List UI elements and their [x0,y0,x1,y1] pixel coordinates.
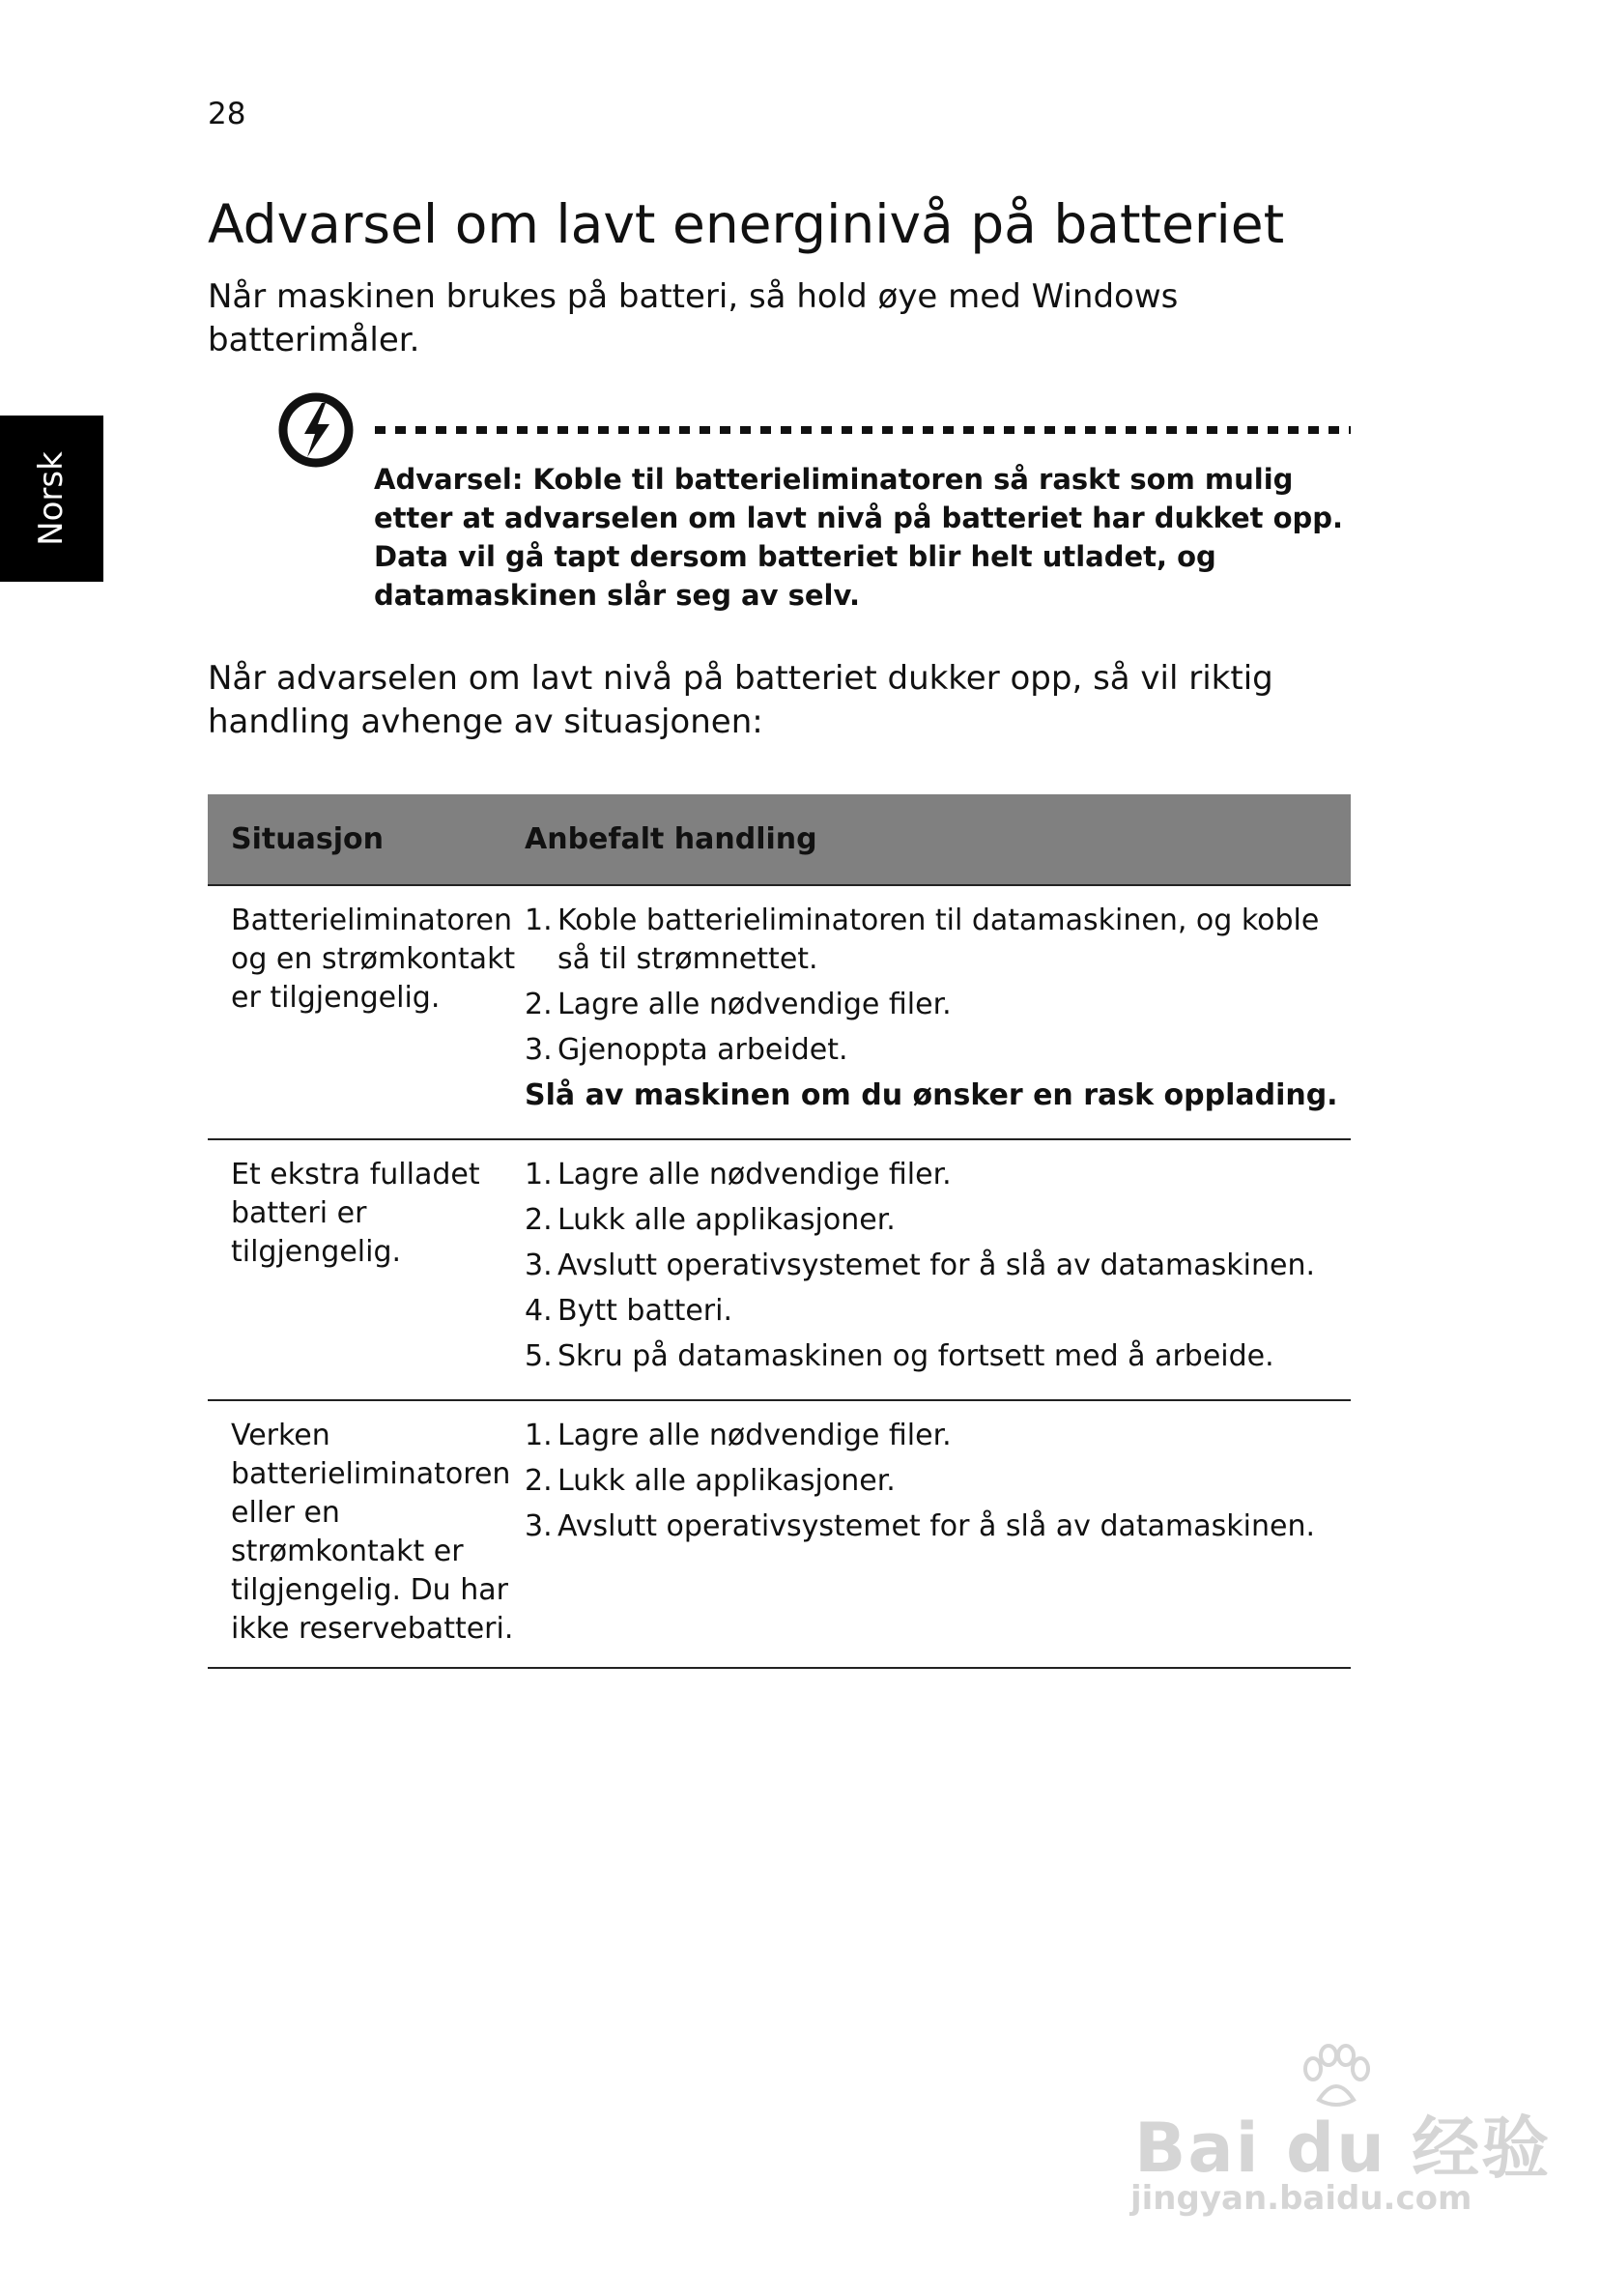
step-number: 3. [525,1248,553,1282]
action-step [525,1337,1341,1376]
warning-dashed-rule [375,426,1351,434]
situation-cell [208,1417,525,1667]
watermark-url: jingyan.baidu.com [1130,2179,1472,2218]
action-step [525,1031,1341,1070]
table-row [208,1140,1351,1401]
step-number: 5. [525,1339,553,1373]
step-number: 1. [525,904,553,937]
action-cell [525,902,1351,1138]
action-step [525,1462,1341,1501]
step-text: Koble batterieliminatoren til datamaskinen, og koble så til strømnettet. [557,904,1320,976]
battery-action-table [208,794,1351,1669]
situation-text: Et ekstra fulladet batteri er tilgjengelig. [231,1158,480,1269]
step-number: 3. [525,1033,553,1067]
step-number: 1. [525,1419,553,1452]
baidu-watermark [1129,2044,1552,2223]
action-steps [525,902,1341,1070]
header-recommended-action: Anbefalt handling [525,822,817,856]
side-tab-label: Norsk [32,451,71,546]
action-cell [525,1156,1351,1399]
step-text: Lagre alle nødvendige filer. [557,988,952,1021]
action-steps [525,1156,1341,1376]
step-number: 3. [525,1509,553,1543]
step-number: 2. [525,1203,553,1237]
step-text: Gjenoppta arbeidet. [557,1033,848,1067]
step-text: Avslutt operativsystemet for å slå av datamaskinen. [557,1248,1315,1282]
step-text: Bytt batteri. [557,1294,733,1328]
action-step [525,1156,1341,1194]
action-step [525,1247,1341,1285]
step-number: 1. [525,1158,553,1191]
action-step [525,902,1341,979]
language-side-tab [0,416,103,582]
header-situation: Situasjon [231,822,384,856]
step-number: 2. [525,1464,553,1498]
step-number: 2. [525,988,553,1021]
warning-lightning-icon [277,391,355,469]
table-row [208,886,1351,1140]
action-step [525,1201,1341,1240]
action-cell [525,1417,1351,1667]
step-number: 4. [525,1294,553,1328]
step-text: Lagre alle nødvendige filer. [557,1419,952,1452]
situation-text: Verken batterieliminatoren eller en strømkontakt er tilgjengelig. Du har ikke reservebatteri. [231,1419,514,1646]
step-text: Avslutt operativsystemet for å slå av datamaskinen. [557,1509,1315,1543]
warning-text: Advarsel: Koble til batterieliminatoren så raskt som mulig etter at advarselen om lavt nivå på batteriet har dukket opp. Data vil gå tapt dersom batteriet blir helt utladet, og datamaskinen slår seg av selv. [374,463,1344,612]
watermark-brand: Bai du 经验 [1134,2109,1552,2188]
action-step [525,1417,1341,1455]
action-note: Slå av maskinen om du ønsker en rask opplading. [525,1078,1338,1112]
situation-text: Batterieliminatoren og en strømkontakt er tilgjengelig. [231,904,516,1015]
table-row [208,1401,1351,1669]
action-step [525,1292,1341,1331]
step-text: Lukk alle applikasjoner. [557,1203,896,1237]
intro-paragraph: Når maskinen brukes på batteri, så hold øye med Windows batterimåler. [208,277,1179,359]
step-text: Lukk alle applikasjoner. [557,1464,896,1498]
page-title: Advarsel om lavt energinivå på batteriet [208,193,1285,255]
situation-cell [208,902,525,1138]
lead-paragraph: Når advarselen om lavt nivå på batteriet dukker opp, så vil riktig handling avhenge av situasjonen: [208,659,1273,741]
situation-cell [208,1156,525,1399]
step-text: Skru på datamaskinen og fortsett med å arbeide. [557,1339,1274,1373]
action-steps [525,1417,1341,1546]
table-header [208,794,1351,886]
action-step [525,1507,1341,1546]
action-step [525,986,1341,1024]
page-number: 28 [208,97,246,131]
step-text: Lagre alle nødvendige filer. [557,1158,952,1191]
